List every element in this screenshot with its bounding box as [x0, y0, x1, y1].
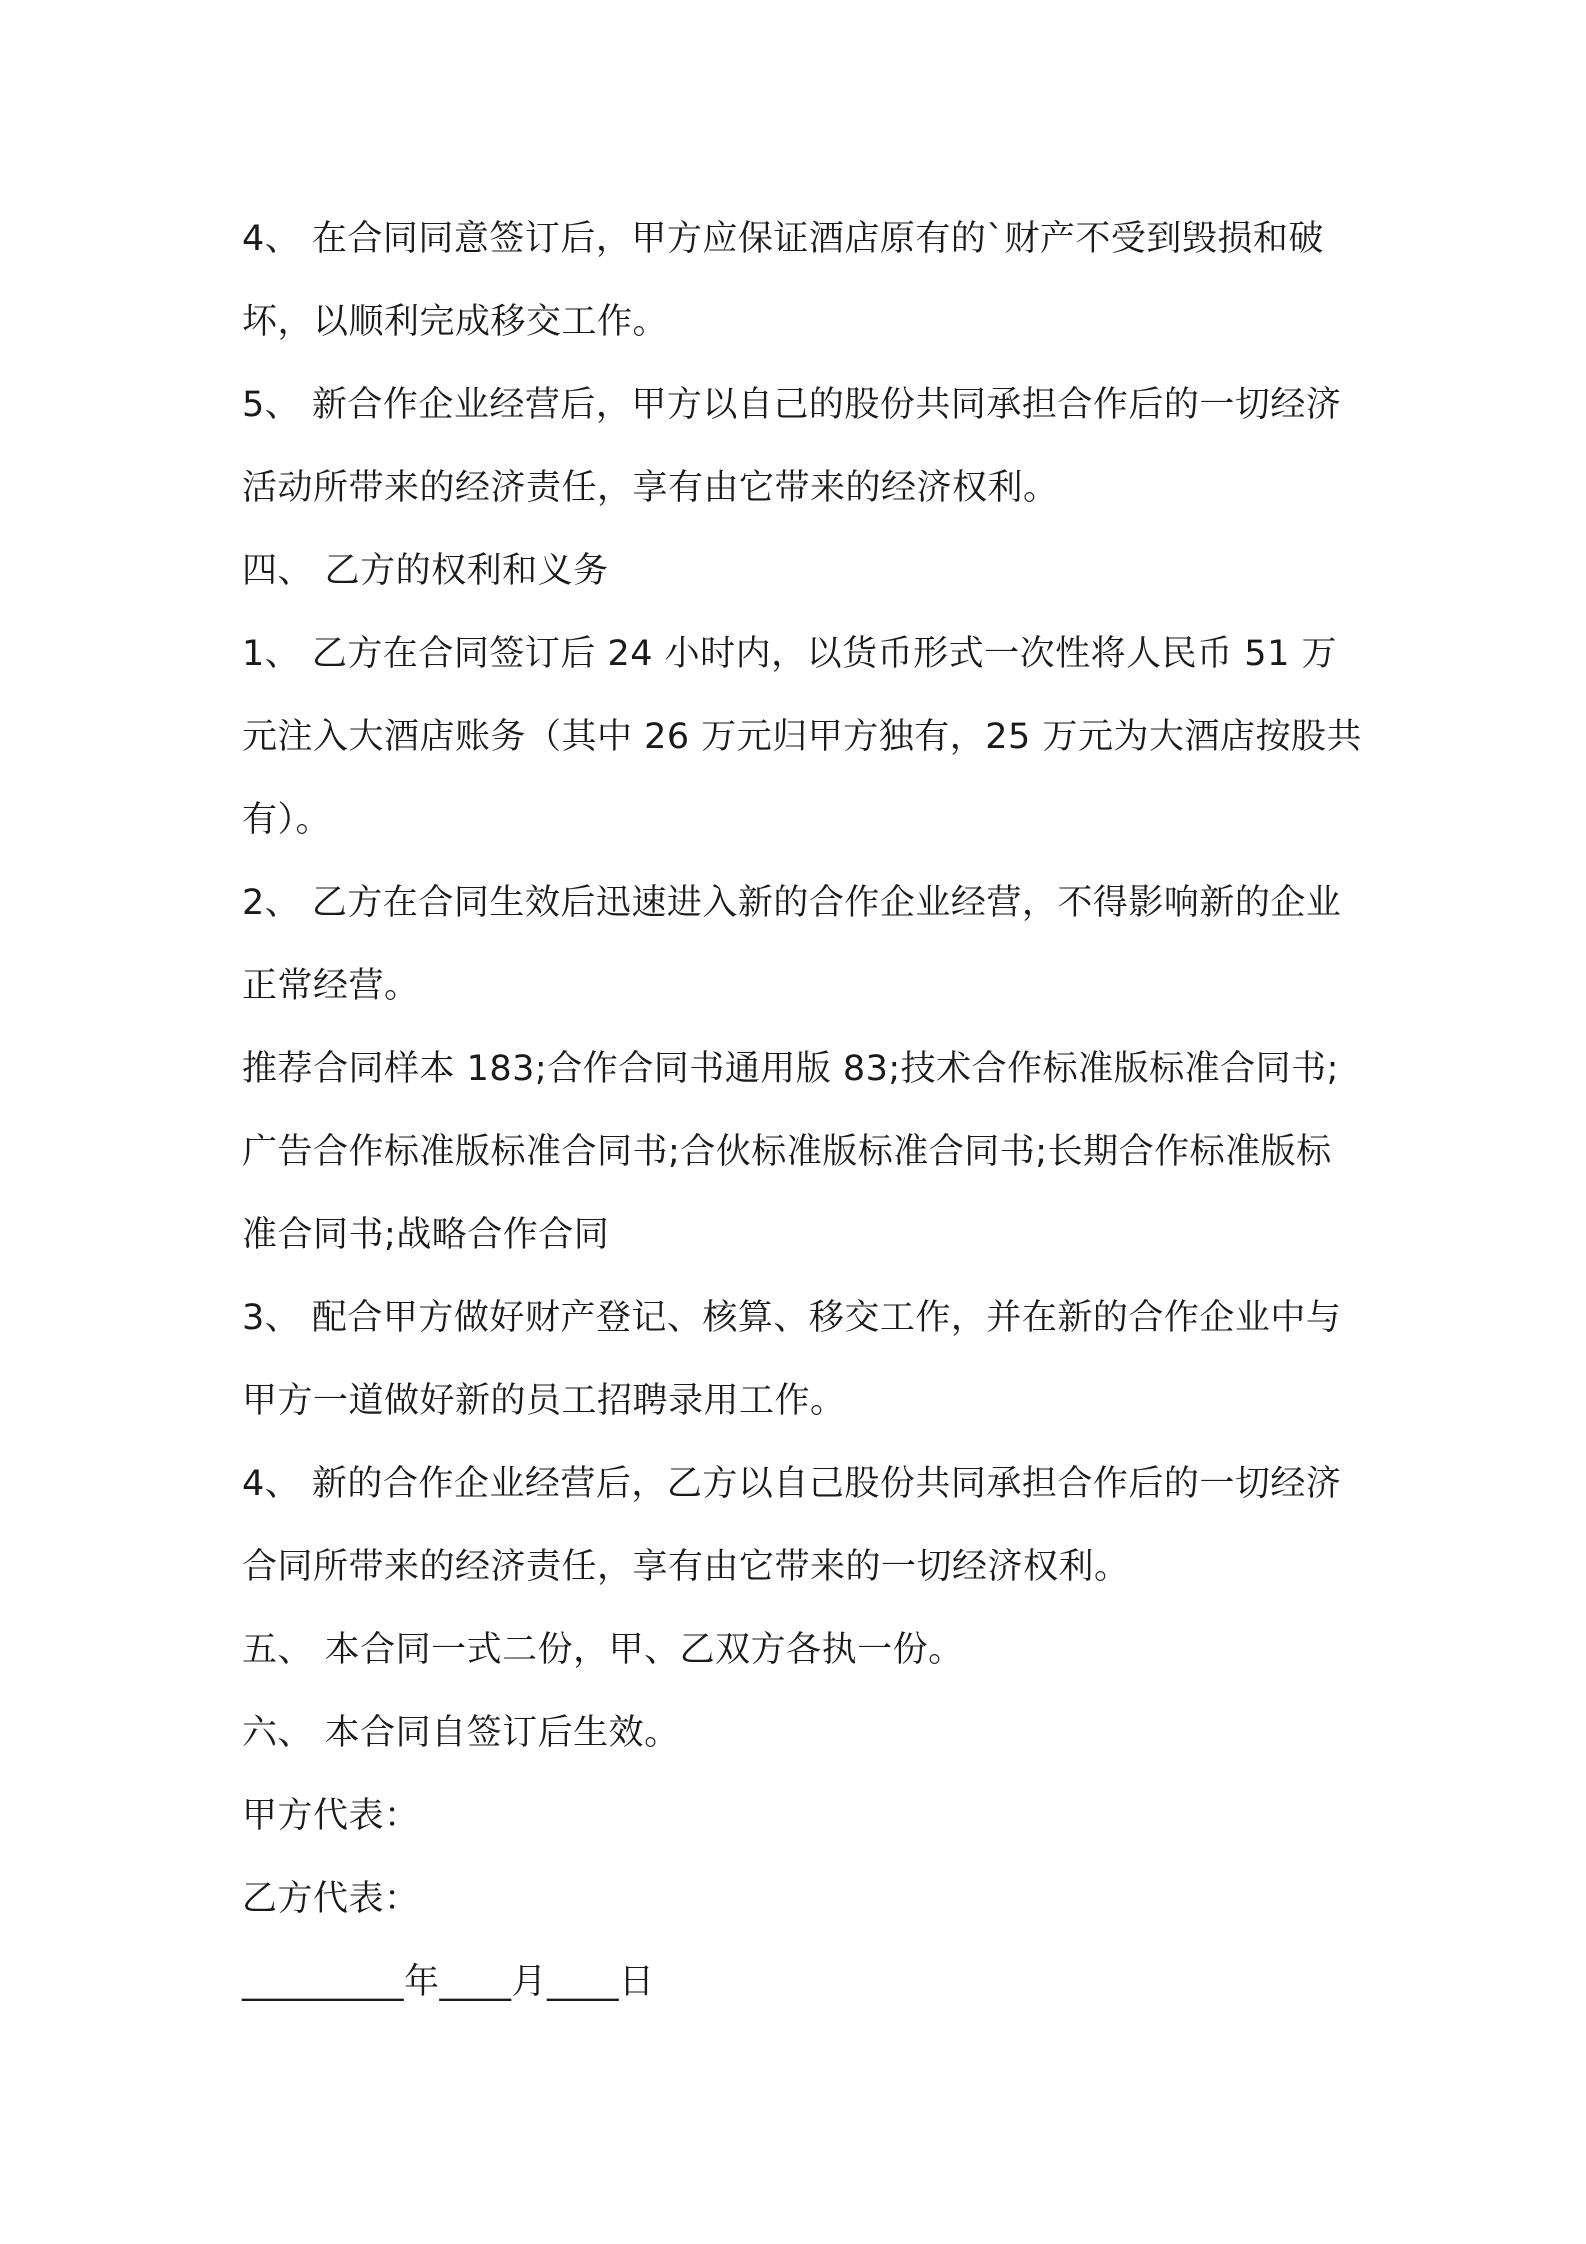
- document-page: [242, 198, 1362, 2024]
- section-copies: 五、 本合同一式二份，甲、乙双方各执一份。: [242, 1630, 964, 1670]
- section-heading-party-b-rights: 四、 乙方的权利和义务: [242, 551, 609, 591]
- clause-party-a-4: 4、 在合同同意签订后，甲方应保证酒店原有的`财产不受到毁损和破坏，以顺利完成移交工作。: [242, 219, 1324, 342]
- section-effective: 六、 本合同自签订后生效。: [242, 1713, 680, 1753]
- clause-party-b-4: 4、 新的合作企业经营后，乙方以自己股份共同承担合作后的一切经济合同所带来的经济责任，享有由它带来的一切经济权利。: [242, 1464, 1342, 1587]
- clause-party-b-2: 2、 乙方在合同生效后迅速进入新的合作企业经营，不得影响新的企业正常经营。: [242, 883, 1342, 1006]
- date-line: _________年____月____日: [242, 1962, 655, 2002]
- party-a-representative: 甲方代表：: [242, 1796, 420, 1836]
- clause-party-b-1: 1、 乙方在合同签订后 24 小时内，以货币形式一次性将人民币 51 万元注入大酒店账务（其中 26 万元归甲方独有，25 万元为大酒店按股共有）。: [242, 634, 1362, 840]
- recommended-templates: 推荐合同样本 183;合作合同书通用版 83;技术合作标准版标准合同书;广告合作标准版标准合同书;合伙标准版标准合同书;长期合作标准版标准合同书;战略合作合同: [242, 1049, 1339, 1255]
- clause-party-a-5: 5、 新合作企业经营后，甲方以自己的股份共同承担合作后的一切经济活动所带来的经济责任，享有由它带来的经济权利。: [242, 385, 1342, 508]
- clause-party-b-3: 3、 配合甲方做好财产登记、核算、移交工作，并在新的合作企业中与甲方一道做好新的员工招聘录用工作。: [242, 1298, 1342, 1421]
- party-b-representative: 乙方代表：: [242, 1879, 420, 1919]
